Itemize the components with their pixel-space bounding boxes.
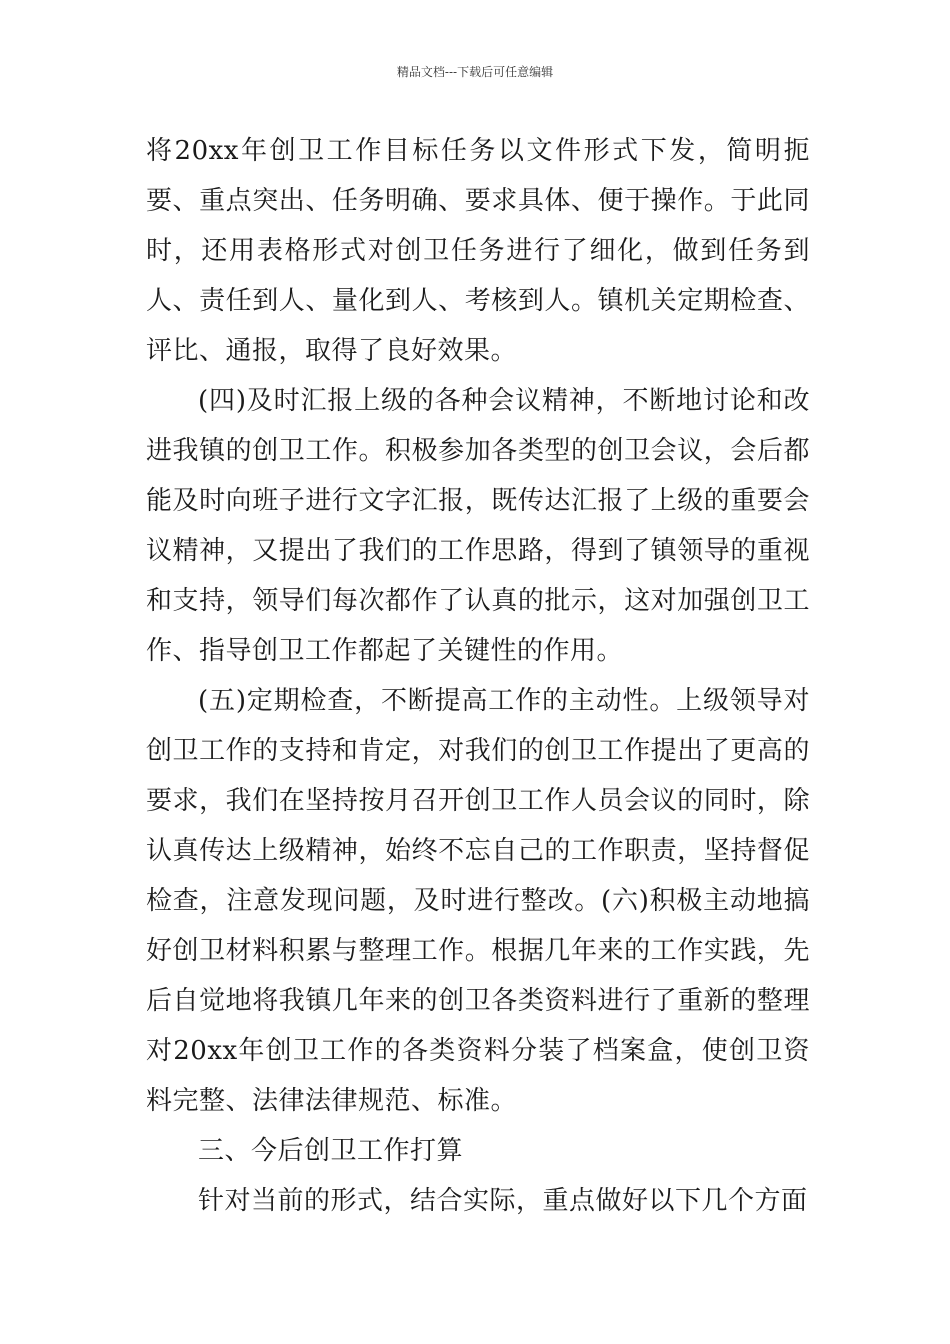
- page-header: 精品文档---下载后可任意编辑: [396, 65, 554, 79]
- paragraph-future-plans: 针对当前的形式，结合实际，重点做好以下几个方面: [198, 1186, 808, 1216]
- paragraph-continuation: 将20xx年创卫工作目标任务以文件形式下发，简明扼要、重点突出、任务明确、要求具体、便于操作。于此同时，还用表格形式对创卫任务进行了细化，做到任务到人、责任到人、量化到人、考核到人。镇机关定期检查、评比、通报，取得了良好效果。: [146, 136, 810, 366]
- section-heading-future-plans: 三、今后创卫工作打算: [198, 1136, 464, 1166]
- paragraph-section-four: (四)及时汇报上级的各种会议精神，不断地讨论和改进我镇的创卫工作。积极参加各类型的创卫会议，会后都能及时向班子进行文字汇报，既传达汇报了上级的重要会议精神，又提出了我们的工作思路，得到了镇领导的重视和支持，领导们每次都作了认真的批示，这对加强创卫工作、指导创卫工作都起了关键性的作用。: [146, 386, 810, 666]
- paragraph-section-five: (五)定期检查，不断提高工作的主动性。上级领导对创卫工作的支持和肯定，对我们的创卫工作提出了更高的要求，我们在坚持按月召开创卫工作人员会议的同时，除认真传达上级精神，始终不忘自己的工作职责，坚持督促检查，注意发现问题，及时进行整改。(六)积极主动地搞好创卫材料积累与整理工作。根据几年来的工作实践，先后自觉地将我镇几年来的创卫各类资料进行了重新的整理对20xx年创卫工作的各类资料分装了档案盒，使创卫资料完整、法律法律规范、标准。: [146, 686, 810, 1116]
- document-body: [146, 126, 810, 1226]
